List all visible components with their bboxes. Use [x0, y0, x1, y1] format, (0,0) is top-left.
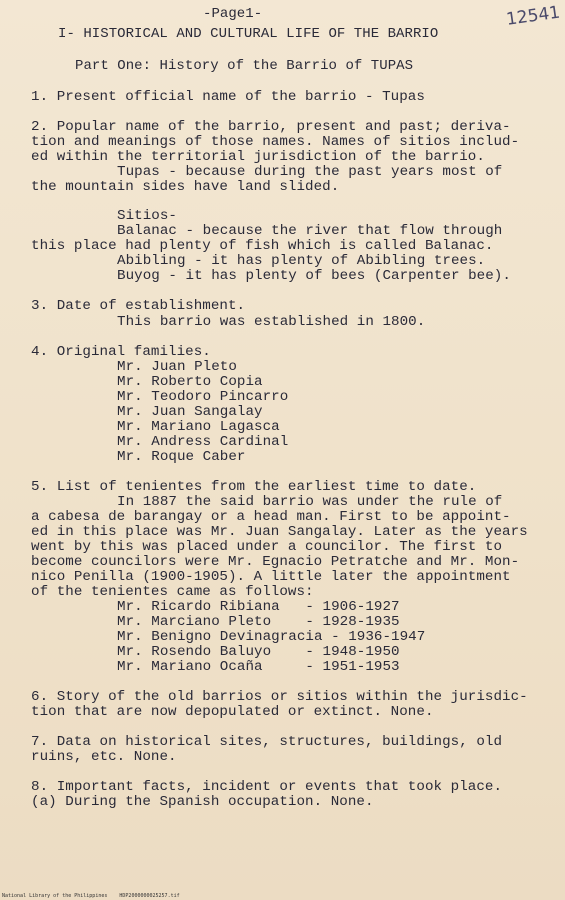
- tupas-explanation-line-1: Tupas - because during the past years most of: [117, 164, 503, 180]
- item-3-date-heading: 3. Date of establishment.: [31, 298, 246, 314]
- item-5-paragraph-line-7: of the tenientes came as follows:: [31, 584, 314, 600]
- teniente-entry: Mr. Rosendo Baluyo - 1948-1950: [117, 644, 400, 660]
- teniente-entry: Mr. Ricardo Ribiana - 1906-1927: [117, 599, 400, 615]
- sitio-balanac-line-2: this place had plenty of fish which is called Balanac.: [31, 238, 494, 254]
- sitio-balanac-line-1: Balanac - because the river that flow through: [117, 223, 503, 239]
- item-7-line-2: ruins, etc. None.: [31, 749, 177, 765]
- family-entry: Mr. Roberto Copia: [117, 374, 263, 390]
- item-4-families-heading: 4. Original families.: [31, 344, 211, 360]
- item-6-line-2: tion that are now depopulated or extinct. None.: [31, 704, 434, 720]
- teniente-entry: Mr. Benigno Devinagracia - 1936-1947: [117, 629, 426, 645]
- part-title: Part One: History of the Barrio of TUPAS: [75, 58, 414, 74]
- family-entry: Mr. Juan Sangalay: [117, 404, 263, 420]
- family-entry: Mr. Andress Cardinal: [117, 434, 289, 450]
- family-entry: Mr. Roque Caber: [117, 449, 246, 465]
- sitio-buyog: Buyog - it has plenty of bees (Carpenter bee).: [117, 268, 511, 284]
- item-2-line-1: 2. Popular name of the barrio, present and past; deriva-: [31, 119, 511, 135]
- item-5-paragraph-line-2: a cabesa de barangay or a head man. First to be appoint-: [31, 509, 511, 525]
- scan-footer: National Library of the Philippines HDP2000000025257.tif: [2, 893, 180, 899]
- item-7-line-1: 7. Data on historical sites, structures, buildings, old: [31, 734, 503, 750]
- teniente-entry: Mr. Marciano Pleto - 1928-1935: [117, 614, 400, 630]
- sitio-abibling: Abibling - it has plenty of Abibling trees.: [117, 253, 486, 269]
- item-5-paragraph-line-4: went by this was placed under a councilor. The first to: [31, 539, 503, 555]
- item-3-date-answer: This barrio was established in 1800.: [117, 314, 426, 330]
- item-8-line-2: (a) During the Spanish occupation. None.: [31, 794, 374, 810]
- page-label: -Page1-: [203, 6, 263, 22]
- item-5-tenientes-heading: 5. List of tenientes from the earliest time to date.: [31, 479, 477, 495]
- item-1-official-name: 1. Present official name of the barrio - Tupas: [31, 89, 425, 105]
- family-entry: Mr. Mariano Lagasca: [117, 419, 280, 435]
- section-title: I- HISTORICAL AND CULTURAL LIFE OF THE BARRIO: [58, 26, 439, 42]
- item-2-line-3: ed within the territorial jurisdiction of the barrio.: [31, 149, 485, 165]
- handwritten-document-number: 12541: [505, 2, 562, 30]
- teniente-entry: Mr. Mariano Ocaña - 1951-1953: [117, 659, 400, 675]
- family-entry: Mr. Juan Pleto: [117, 359, 237, 375]
- item-5-paragraph-line-6: nico Penilla (1900-1905). A little later the appointment: [31, 569, 511, 585]
- item-5-paragraph-line-3: ed in this place was Mr. Juan Sangalay. Later as the years: [31, 524, 528, 540]
- family-entry: Mr. Teodoro Pincarro: [117, 389, 289, 405]
- item-2-line-2: tion and meanings of those names. Names of sitios includ-: [31, 134, 520, 150]
- item-6-line-1: 6. Story of the old barrios or sitios within the jurisdic-: [31, 689, 528, 705]
- item-5-paragraph-line-5: become councilors were Mr. Egnacio Petratche and Mr. Mon-: [31, 554, 520, 570]
- tupas-explanation-line-2: the mountain sides have land slided.: [31, 179, 340, 195]
- item-5-paragraph-line-1: In 1887 the said barrio was under the rule of: [117, 494, 503, 510]
- item-8-line-1: 8. Important facts, incident or events that took place.: [31, 779, 503, 795]
- sitios-heading: Sitios-: [117, 208, 177, 224]
